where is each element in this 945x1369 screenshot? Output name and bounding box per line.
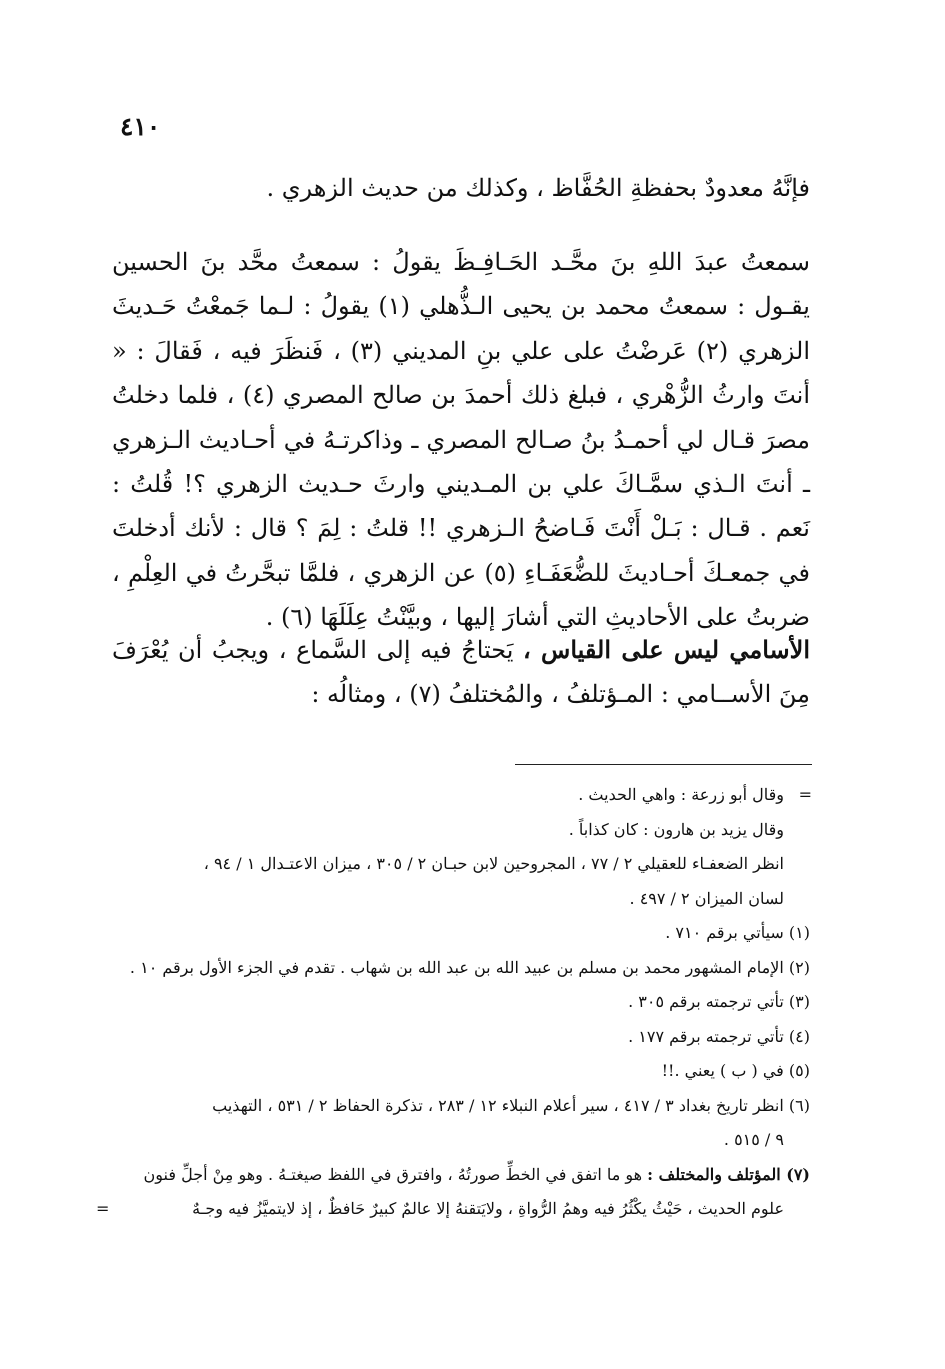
paragraph-3-text [112, 628, 810, 716]
footnote-divider [515, 764, 812, 765]
footnote-line: (١) سيأتي برقم ٧١٠ . [665, 923, 810, 942]
footnote-7-line2: علوم الحديث ، حَيْثُ يكْثُرُ فيه وهمُ الرُّواةِ ، ولايَتقنهُ إلا عالمٌ كبيرٌ حَافظٌ ، إذ لايتميَّزُ فيه وجـهٌ [192, 1199, 784, 1218]
footnote-7-text: هو ما اتفق في الخطِّ صورتُهُ ، وافترق في اللفظ صيغتـهُ . وهو مِنْ أجلِّ فنون [143, 1164, 648, 1184]
footnote-line: (٣) تأتي ترجمته برقم ٣٠٥ . [628, 992, 810, 1011]
page-number: ٤١٠ [120, 112, 161, 141]
paragraph-2-text: سمعتُ عبدَ اللهِ بنَ محَّـد الحَـافِـظَ يقولُ : سمعتُ محَّد بنَ الحسين يقـول : سمعتُ محمد بن يحيى الـذُّهلي (١) يقولُ : لـما جَمعْتُ حَـديثَ الزهري (٢) عَرضْتُ على علي بنِ المديني (٣) ، فَنظَرَ فيه ، فَقالَ : « أنتَ وارثُ الزُّهْري ، فبلغ ذلك أحمدَ بن صالح المصري (٤) ، فلما دخلتُ مصرَ قـال لي أحمـدُ بنُ صـالح المصري ـ وذاكرتـهُ في أحـاديث الـزهري ـ أنتَ الـذي سمَّـاكَ علي بن المـديني وارثَ حـديث الزهري ؟! قُلتُ : نَعم . قـال : بَـلْ أَنْتَ فَـاضحُ الـزهري !! قلتُ : لِمَ ؟ قال : لأنك أدخلتَ في جمعـكَ أحـاديثَ للضُّعَفَـاءِ (٥) عن الزهري ، فلمَّا تبحَّرتُ في العِلْمِ ، ضربتُ على الأحاديثِ التي أشارَ إليها ، وبيَّنْتُ عِلَلَهَا (٦) . [112, 248, 811, 632]
section-heading-lead: الأسامي ليس على القياس ، [523, 635, 810, 664]
footnote-7-term: (٧) المؤتلف والمختلف : [647, 1164, 810, 1184]
footnote-line: (٢) الإمام المشهور محمد بن مسلم بن عبيد الله بن عبد الله بن شهاب . تقدم في الجزء الأول برقم ١٠ . [129, 957, 810, 977]
footnote-7-continued [96, 1192, 810, 1227]
footnote-line: انظر الضعفـاء للعقيلي ٢ / ٧٧ ، المجروحين لابن حبـان ٢ / ٣٠٥ ، ميزان الاعتـدال ١ / ٩٤ ، [203, 854, 784, 873]
continuation-mark-bottom: = [96, 1199, 110, 1218]
footnote-line: (٥) في ( ب ) يعني .!! [661, 1061, 810, 1080]
footnote-line: وقال يزيد بن هارون : كان كذاباً . [568, 819, 784, 839]
paragraph-3 [112, 628, 810, 716]
footnote-7 [110, 1158, 810, 1193]
footnote-line: ٩ / ٥١٥ . [723, 1130, 784, 1149]
paragraph-3-rest: يَحتاجُ فيه إلى السَّماع ، ويجبُ أن يُعْرَفَ مِنَ الأســامي : المـؤتلفُ ، والمُختلفُ (٧) ، ومثالُه : [112, 636, 810, 708]
continuation-mark-top: = [798, 785, 812, 804]
footnote-line: (٤) تأتي ترجمته برقم ١٧٧ . [628, 1026, 810, 1046]
footnote-line: (٦) انظر تاريخ بغداد ٣ / ٤١٧ ، سير أعلام النبلاء ١٢ / ٢٨٣ ، تذكرة الحفاظ ٢ / ٥٣١ ، التهذيب [212, 1095, 810, 1115]
footnote-line: وقال أبو زرعة : واهي الحديث . [578, 785, 784, 804]
footnote-lines [110, 778, 810, 1158]
paragraph-2 [112, 240, 810, 640]
footnote-line: لسان الميزان ٢ / ٤٩٧ . [629, 888, 784, 908]
paragraph-1 [112, 168, 810, 208]
paragraph-1-text: فإنَّهُ معدودٌ بحفظةِ الحُفَّاظ ، وكذلك من حديث الزهري . [266, 174, 810, 202]
footnotes [96, 778, 812, 1227]
